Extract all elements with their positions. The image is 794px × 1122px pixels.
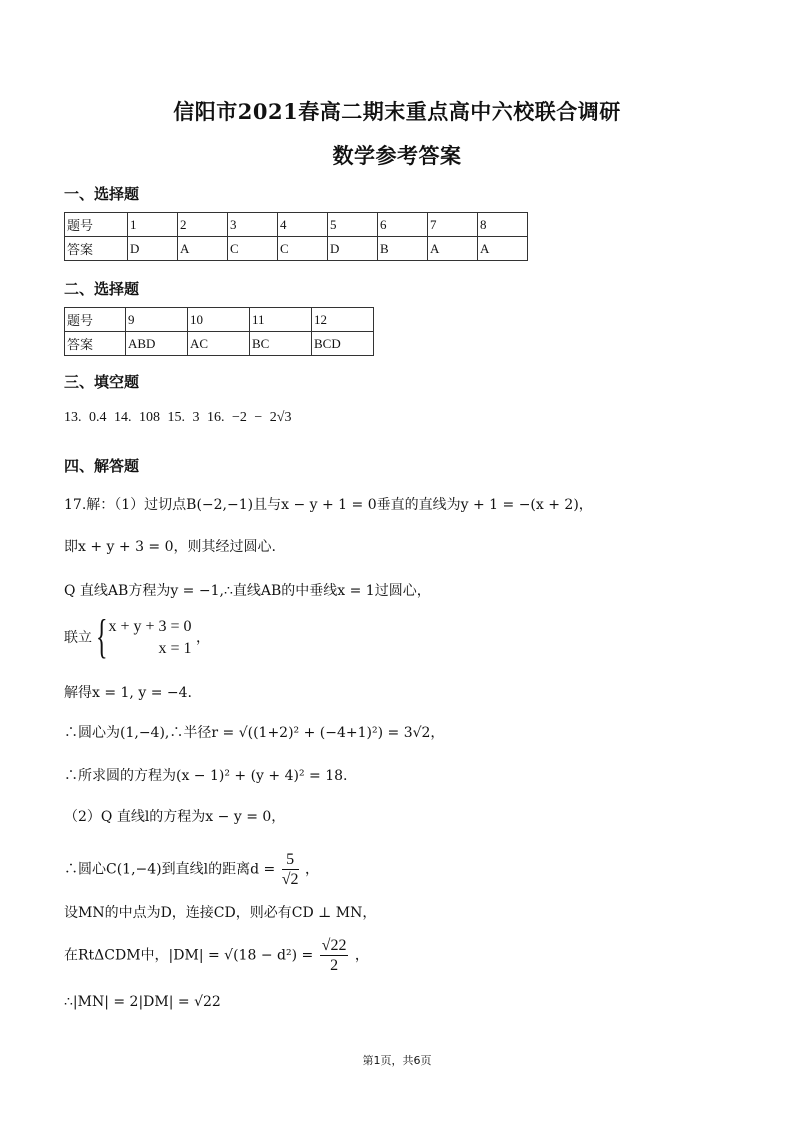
question-number-cell: 5 xyxy=(328,213,378,237)
answer-cell: C xyxy=(278,237,328,261)
answer-cell: A xyxy=(478,237,528,261)
solution-line: 解得x = 1, y = −4. xyxy=(64,685,192,701)
fill-in-answers: 13. 0.4 14. 108 15. 3 16. −2 − 2√3 xyxy=(64,410,292,425)
solution-line: 即x + y + 3 = 0，则其经过圆心. xyxy=(64,539,276,555)
line-text: 在RtΔCDM中，|DM| = √(18 − d²) = xyxy=(64,947,314,964)
solution-line: 设MN的中点为D，连接CD，则必有CD ⊥ MN， xyxy=(64,905,377,921)
solution-line: ∴|MN| = 2|DM| = √22 xyxy=(64,994,221,1010)
section-heading-fill-in: 三、填空题 xyxy=(64,373,140,391)
table-header-cell: 答案 xyxy=(65,332,126,356)
system-equation: x + y + 3 = 0 xyxy=(108,618,192,635)
table-header-cell: 题号 xyxy=(65,308,126,332)
equation-system-line xyxy=(64,610,210,663)
question-number-cell: 2 xyxy=(178,213,228,237)
question-number-cell: 9 xyxy=(126,308,188,332)
table-row xyxy=(65,213,528,237)
answer-cell: BCD xyxy=(312,332,374,356)
table-row xyxy=(65,332,374,356)
solution-line: ∴所求圆的方程为(x − 1)² + (y + 4)² = 18. xyxy=(64,768,348,784)
question-number-cell: 1 xyxy=(128,213,178,237)
fraction xyxy=(282,850,299,889)
section-heading-multiple-select: 二、选择题 xyxy=(64,280,140,298)
fraction-numerator: 5 xyxy=(282,850,299,870)
question-number-cell: 6 xyxy=(378,213,428,237)
distance-line xyxy=(64,850,319,889)
answer-cell: C xyxy=(228,237,278,261)
answer-cell: BC xyxy=(250,332,312,356)
fraction xyxy=(320,936,349,975)
question-number-cell: 11 xyxy=(250,308,312,332)
answer-table-1 xyxy=(64,212,528,261)
answer-table-2 xyxy=(64,307,374,356)
answer-cell: A xyxy=(178,237,228,261)
equation-system xyxy=(96,610,192,663)
solution-line: ∴圆心为(1,−4),∴半径r = √((1+2)² + (−4+1)²) = 3√2， xyxy=(64,725,445,741)
fraction-numerator: √22 xyxy=(321,937,347,954)
table-header-cell: 答案 xyxy=(65,237,128,261)
section-heading-multiple-choice: 一、选择题 xyxy=(64,185,140,203)
chord-half-length-line xyxy=(64,936,369,975)
system-equation: x = 1 xyxy=(158,640,192,657)
question-number-cell: 3 xyxy=(228,213,278,237)
answer-cell: D xyxy=(328,237,378,261)
question-number-cell: 12 xyxy=(312,308,374,332)
fraction-denominator: √2 xyxy=(281,871,299,888)
punctuation: ， xyxy=(195,630,210,646)
answer-cell: B xyxy=(378,237,428,261)
table-row xyxy=(65,308,374,332)
line-text: ∴圆心C(1,−4)到直线l的距离d = xyxy=(64,861,276,878)
document-subtitle: 数学参考答案 xyxy=(332,143,462,168)
question-number-cell: 8 xyxy=(478,213,528,237)
table-row xyxy=(65,237,528,261)
solution-line: 17.解：（1）过切点B(−2,−1)且与x − y + 1 = 0垂直的直线为y + 1 = −(x + 2)， xyxy=(64,497,593,513)
answer-cell: ABD xyxy=(126,332,188,356)
answer-cell: AC xyxy=(188,332,250,356)
answer-cell: A xyxy=(428,237,478,261)
question-number-cell: 10 xyxy=(188,308,250,332)
answer-cell: D xyxy=(128,237,178,261)
solution-line: （2）Q 直线l的方程为x − y = 0， xyxy=(64,809,286,825)
brace-glyph: { xyxy=(96,610,108,663)
question-number-cell: 4 xyxy=(278,213,328,237)
section-heading-solutions: 四、解答题 xyxy=(64,457,140,475)
system-label: 联立 xyxy=(64,630,92,646)
fraction-denominator: 2 xyxy=(330,957,339,974)
page-footer: 第1页，共6页 xyxy=(362,1054,432,1067)
solution-line: Q 直线AB方程为y = −1,∴直线AB的中垂线x = 1过圆心， xyxy=(64,583,431,599)
table-header-cell: 题号 xyxy=(65,213,128,237)
question-number-cell: 7 xyxy=(428,213,478,237)
punctuation: ， xyxy=(304,861,319,878)
document-title: 信阳市2021春高二期末重点高中六校联合调研 xyxy=(173,99,621,124)
punctuation: ， xyxy=(354,947,369,964)
